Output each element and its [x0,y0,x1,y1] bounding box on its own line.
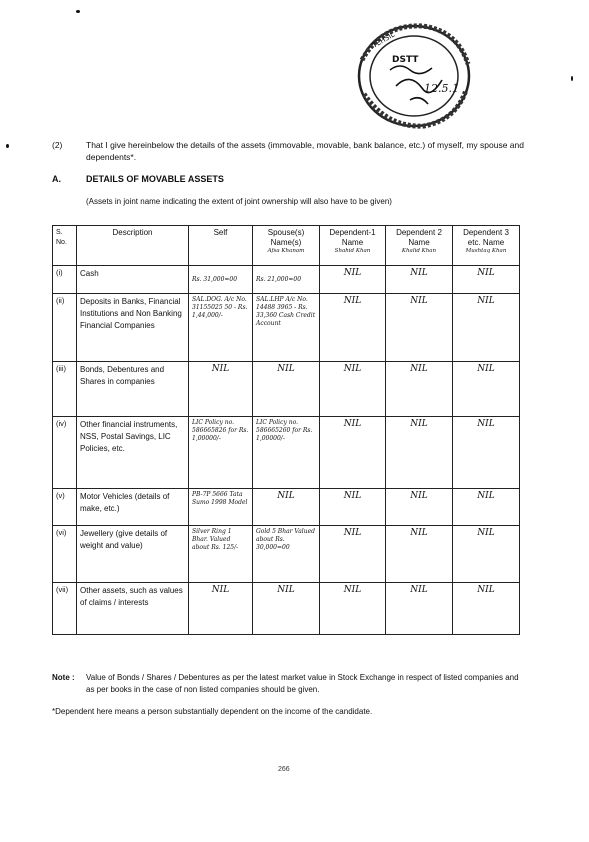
row-spouse-value: Rs. 21,000=00 [253,266,320,294]
row-description: Other financial instruments, NSS, Postal Savings, LIC Policies, etc. [77,417,189,489]
row-dep3-value: NIL [453,266,520,294]
row-dep2-value: NIL [386,417,453,489]
note-label: Note : [52,673,75,682]
row-sno: (vi) [53,526,77,583]
row-description: Motor Vehicles (details of make, etc.) [77,489,189,526]
row-dep1-value: NIL [320,362,386,417]
row-dep1-value: NIL [320,526,386,583]
row-dep2-value: NIL [386,583,453,635]
row-sno: (v) [53,489,77,526]
row-self-value: PB-7P 5666 Tata Sumo 1998 Model [189,489,253,526]
header-dependent-2 [386,226,453,266]
table-row [53,362,520,417]
header-dependent-3 [453,226,520,266]
row-spouse-value: NIL [253,362,320,417]
scan-speck [6,144,9,148]
row-spouse-value: LIC Policy no. 586665260 for Rs. 1,00000/- [253,417,320,489]
header-dependent-1 [320,226,386,266]
header-spouse [253,226,320,266]
table-row [53,526,520,583]
row-dep3-value: NIL [453,294,520,362]
intro-number: (2) [52,140,63,150]
row-self-value: Rs. 31,000=00 [189,266,253,294]
row-dep3-value: NIL [453,362,520,417]
row-description: Bonds, Debentures and Shares in companies [77,362,189,417]
row-spouse-value: NIL [253,489,320,526]
section-letter: A. [52,174,61,184]
row-dep3-value: NIL [453,417,520,489]
row-self-value: SAL.DOG. A/c No. 31155025 50 - Rs. 1,44,000/- [189,294,253,362]
header-spouse-label: Spouse(s) Name(s) [267,228,305,247]
row-sno: (iv) [53,417,77,489]
scan-speck [571,76,573,81]
table-row [53,417,520,489]
header-dep3-handwritten: Mushtaq Khan [465,248,507,254]
table-header-row [53,226,520,266]
row-dep1-value: NIL [320,294,386,362]
scan-speck [76,10,80,13]
row-dep3-value: NIL [453,583,520,635]
header-dep2-handwritten: Khalid Khan [401,248,437,254]
row-sno: (ii) [53,294,77,362]
intro-text: That I give hereinbelow the details of the assets (immovable, movable, bank balance, etc.) of myself, my spouse and dependents*. [86,140,524,162]
svg-text:12.5.1: 12.5.1 [424,82,459,95]
row-description: Cash [77,266,189,294]
row-dep2-value: NIL [386,362,453,417]
note-text: Value of Bonds / Shares / Debentures as per the latest market value in Stock Exchange in respect of listed companies and as per books in the case of non listed companies should be given. [86,673,519,694]
svg-text:DSTT: DSTT [392,55,419,65]
header-spouse-handwritten: Afsa Khanam [267,248,305,254]
header-description: Description [77,226,189,266]
row-dep1-value: NIL [320,489,386,526]
row-dep1-value: NIL [320,417,386,489]
row-description: Jewellery (give details of weight and value) [77,526,189,583]
row-dep3-value: NIL [453,489,520,526]
section-title: DETAILS OF MOVABLE ASSETS [86,174,224,184]
header-dep1-handwritten: Shahid Khan [334,248,371,254]
table-row [53,294,520,362]
row-self-value: LIC Policy no. 586665826 for Rs. 1,00000/- [189,417,253,489]
row-description: Other assets, such as values of claims / interests [77,583,189,635]
row-spouse-value: SAL.LHP A/c No. 14488 3965 - Rs. 33,360 Cash Credit Account [253,294,320,362]
row-dep2-value: NIL [386,294,453,362]
row-sno: (iii) [53,362,77,417]
table-row [53,489,520,526]
header-self: Self [189,226,253,266]
header-sno: S. No. [53,226,77,266]
row-spouse-value: Gold 5 Bhar Valued about Rs. 30,000=00 [253,526,320,583]
row-spouse-value: NIL [253,583,320,635]
header-dep1-label: Dependent-1 Name [329,228,376,247]
row-self-value: NIL [189,583,253,635]
table-row [53,583,520,635]
row-self-value: NIL [189,362,253,417]
row-sno: (i) [53,266,77,294]
table-row [53,266,520,294]
movable-assets-table [52,225,520,635]
row-description: Deposits in Banks, Financial Institutions and Non Banking Financial Companies [77,294,189,362]
dependent-footnote: *Dependent here means a person substantially dependent on the income of the candidate. [52,707,373,716]
row-dep1-value: NIL [320,266,386,294]
section-subtitle: (Assets in joint name indicating the extent of joint ownership will also have to be given) [86,197,392,206]
row-dep2-value: NIL [386,526,453,583]
row-dep1-value: NIL [320,583,386,635]
official-seal [352,20,474,132]
row-dep2-value: NIL [386,266,453,294]
page-number: 266 [278,766,290,773]
row-sno: (vii) [53,583,77,635]
row-dep3-value: NIL [453,526,520,583]
row-self-value: Silver Ring 1 Bhar. Valued about Rs. 125/- [189,526,253,583]
header-dep3-label: Dependent 3 etc. Name [463,228,509,247]
svg-text:TEHSIL: TEHSIL [371,30,397,50]
header-dep2-label: Dependent 2 Name [396,228,442,247]
row-dep2-value: NIL [386,489,453,526]
